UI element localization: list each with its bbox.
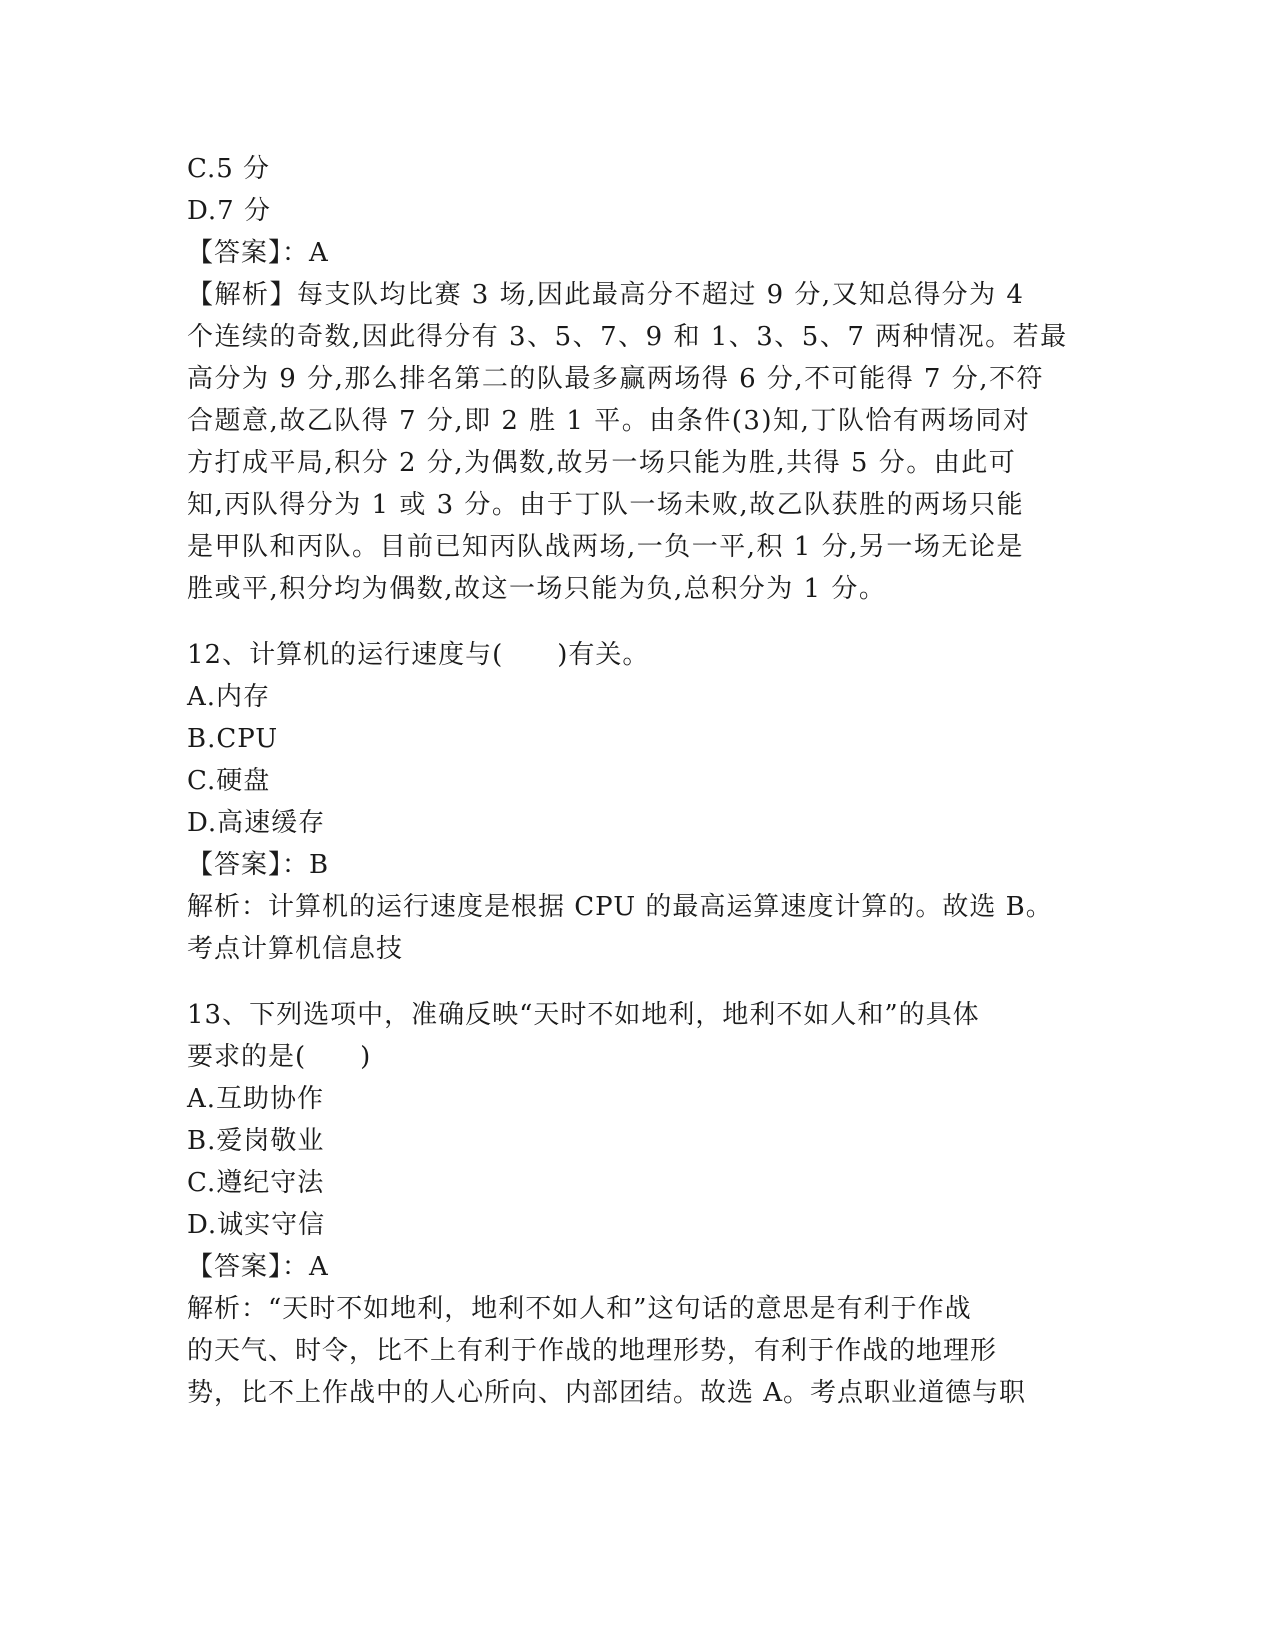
q11-option-c: C.5 分 (187, 154, 271, 184)
q11-answer: 【答案】：A (187, 238, 329, 268)
spacer (187, 610, 1087, 634)
q13-option-b: B.爱岗敬业 (187, 1126, 325, 1156)
q13-analysis-line: 的天气、时令，比不上有利于作战的地理形势，有利于作战的地理形 (187, 1336, 998, 1366)
q11-analysis-line: 方打成平局,积分 2 分,为偶数,故另一场只能为胜,共得 5 分。由此可 (187, 448, 1017, 478)
q12-analysis-line: 考点计算机信息技 (187, 934, 404, 964)
q11-analysis-line: 【解析】每支队均比赛 3 场,因此最高分不超过 9 分,又知总得分为 4 (187, 280, 1025, 310)
q11-analysis-line: 个连续的奇数,因此得分有 3、5、7、9 和 1、3、5、7 两种情况。若最 (187, 322, 1068, 352)
q12-option-d: D.高速缓存 (187, 808, 326, 838)
q13-question-line: 13、下列选项中，准确反映“天时不如地利，地利不如人和”的具体 (187, 1000, 980, 1030)
q11-analysis-line: 胜或平,积分均为偶数,故这一场只能为负,总积分为 1 分。 (187, 574, 887, 604)
q11-option-d: D.7 分 (187, 196, 271, 226)
q13-option-c: C.遵纪守法 (187, 1168, 325, 1198)
q13-analysis-line: 解析：“天时不如地利，地利不如人和”这句话的意思是有利于作战 (187, 1294, 972, 1324)
q12-option-c: C.硬盘 (187, 766, 271, 796)
q11-analysis (187, 274, 1087, 610)
spacer (187, 970, 1087, 994)
q13-answer: 【答案】：A (187, 1252, 329, 1282)
q13-question-line: 要求的是( ) (187, 1042, 372, 1072)
q13-analysis-line: 势，比不上作战中的人心所向、内部团结。故选 A。考点职业道德与职 (187, 1378, 1027, 1408)
q12-option-a: A.内存 (187, 682, 271, 712)
q11-analysis-line: 知,丙队得分为 1 或 3 分。由于丁队一场未败,故乙队获胜的两场只能 (187, 490, 1025, 520)
q13-option-a: A.互助协作 (187, 1084, 325, 1114)
q12-option-b: B.CPU (187, 724, 279, 754)
q11-analysis-line: 高分为 9 分,那么排名第二的队最多赢两场得 6 分,不可能得 7 分,不符 (187, 364, 1045, 394)
q12-question: 12、计算机的运行速度与( )有关。 (187, 640, 650, 670)
q11-analysis-line: 合题意,故乙队得 7 分,即 2 胜 1 平。由条件(3)知,丁队恰有两场同对 (187, 406, 1031, 436)
q13-option-d: D.诚实守信 (187, 1210, 326, 1240)
q11-analysis-line: 是甲队和丙队。目前已知丙队战两场,一负一平,积 1 分,另一场无论是 (187, 532, 1024, 562)
q12-analysis-line: 解析：计算机的运行速度是根据 CPU 的最高运算速度计算的。故选 B。 (187, 892, 1053, 922)
q12-answer: 【答案】：B (187, 850, 330, 880)
document-page (187, 148, 1087, 1414)
